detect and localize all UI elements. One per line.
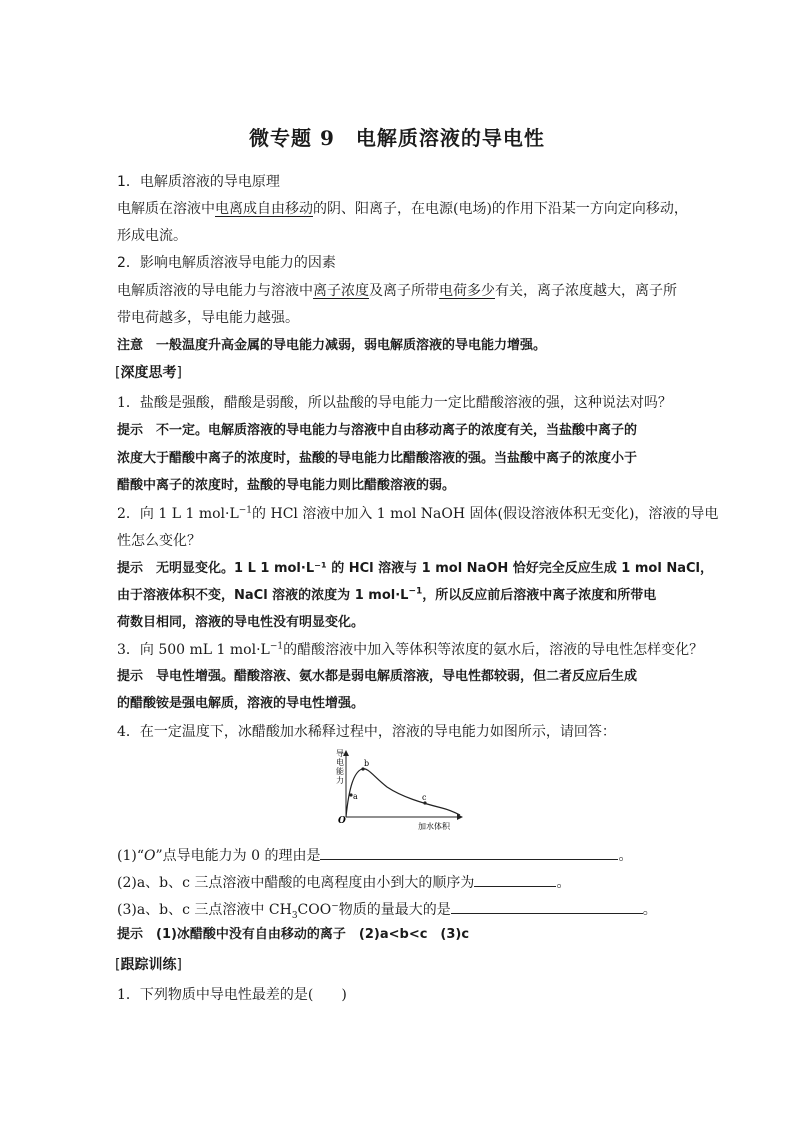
text-span: 电解质在溶液中 [117, 201, 215, 217]
text-span: 的 HCl 溶液中加入 1 mol NaOH 固体(假设溶液体积无变化)，溶液的导电 [252, 506, 719, 522]
text-span: ”点导电能力为 0 的理由是 [155, 848, 321, 864]
subscript: 3 [291, 910, 298, 921]
ylabel-char: 导 [336, 749, 344, 758]
answer-blank[interactable] [320, 845, 618, 860]
section2-heading: 2．影响电解质溶液导电能力的因素 [117, 255, 336, 271]
ylabel-char: 电 [336, 758, 344, 767]
text-span: 。 [618, 848, 633, 864]
conductivity-curve [346, 769, 460, 817]
text-span: (1)“ [117, 848, 144, 864]
superscript: −1 [408, 586, 423, 597]
subquestion-3 [117, 899, 657, 919]
origin-label: O [338, 816, 346, 826]
conductivity-figure [332, 747, 467, 833]
question-3 [117, 641, 703, 659]
bracket-close: ] [176, 365, 182, 381]
question-2-line2: 性怎么变化？ [117, 533, 201, 549]
text-span: 。 [556, 875, 571, 891]
answer-blank[interactable] [474, 872, 556, 887]
deep-thinking-header [115, 364, 182, 382]
text-span: 。 [642, 902, 657, 918]
hint-2-line1: 提示 无明显变化。1 L 1 mol·L⁻¹ 的 HCl 溶液与 1 mol NaOH 恰好完全反应生成 1 mol NaCl， [117, 561, 713, 576]
bracket-open: [ [115, 957, 121, 973]
underlined-term: 电离成自由移动 [215, 201, 313, 217]
hint-2-line3: 荷数目相同，溶液的导电性没有明显变化。 [117, 615, 365, 630]
section2-note: 注意 一般温度升高金属的导电能力减弱，弱电解质溶液的导电能力增强。 [117, 338, 547, 353]
text-span: (2)a、b、c 三点溶液中醋酸的电离程度由小到大的顺序为 [117, 875, 475, 891]
text-span: 2．向 1 L 1 mol·L [117, 506, 239, 522]
superscript: −1 [238, 505, 253, 516]
point-a-label: a [353, 792, 358, 801]
question-4: 4．在一定温度下，冰醋酸加水稀释过程中，溶液的导电能力如图所示，请回答： [117, 724, 616, 740]
follow-up-question-1: 1．下列物质中导电性最差的是( ) [117, 987, 347, 1003]
point-c-label: c [422, 793, 427, 802]
text-span: (3)a、b、c 三点溶液中 CH [117, 902, 292, 918]
superscript: − [331, 901, 339, 912]
text-span: 的阴、阳离子，在电源(电场)的作用下沿某一方向定向移动， [313, 201, 688, 217]
text-span: ，所以反应前后溶液中离子浓度和所带电 [422, 588, 657, 603]
question-2-line1 [117, 505, 718, 523]
subquestion-2 [117, 872, 570, 892]
section1-line2: 形成电流。 [117, 228, 187, 244]
text-span: 有关，离子浓度越大，离子所 [495, 283, 677, 299]
underlined-term: 离子浓度 [313, 283, 369, 299]
section2-line2: 带电荷越多，导电能力越强。 [117, 310, 299, 326]
text-span: O [144, 848, 156, 864]
subquestion-1 [117, 845, 632, 865]
superscript: −1 [269, 641, 284, 652]
section1-heading: 1．电解质溶液的导电原理 [117, 174, 280, 190]
page-title: 微专题 9 电解质溶液的导电性 [249, 126, 545, 150]
point-b-label: b [364, 759, 370, 768]
text-span: 及离子所带 [369, 283, 439, 299]
section1-line1 [117, 200, 688, 218]
hint-1-line1: 提示 不一定。电解质溶液的导电能力与溶液中自由移动离子的浓度有关，当盐酸中离子的 [117, 423, 638, 438]
underlined-term: 电荷多少 [439, 283, 495, 299]
ylabel-char: 能 [336, 767, 344, 776]
text-span: 电解质溶液的导电能力与溶液中 [117, 283, 313, 299]
bracket-open: [ [115, 365, 121, 381]
follow-up-header [115, 956, 182, 974]
section2-line1 [117, 282, 677, 300]
hint-1-line3: 醋酸中离子的浓度时，盐酸的导电能力则比醋酸溶液的弱。 [117, 478, 456, 493]
text-span: 由于溶液体积不变，NaCl 溶液的浓度为 1 mol·L [117, 588, 409, 603]
text-span: 物质的量最大的是 [338, 902, 451, 918]
text-span: 3．向 500 mL 1 mol·L [117, 642, 270, 658]
hint-3-line1: 提示 导电性增强。醋酸溶液、氨水都是弱电解质溶液，导电性都较弱，但二者反应后生成 [117, 669, 638, 684]
text-span: COO [297, 902, 332, 918]
section-label: 跟踪训练 [120, 957, 177, 973]
section-label: 深度思考 [120, 365, 177, 381]
hint-1-line2: 浓度大于醋酸中离子的浓度时，盐酸的导电能力比醋酸溶液的强。当盐酸中离子的浓度小于 [117, 451, 638, 466]
text-span: 的醋酸溶液中加入等体积等浓度的氨水后，溶液的导电性怎样变化？ [283, 642, 704, 658]
answer-blank[interactable] [451, 899, 643, 914]
hint-2-line2 [117, 587, 656, 605]
question-1: 1．盐酸是强酸，醋酸是弱酸，所以盐酸的导电能力一定比醋酸溶液的强，这种说法对吗？ [117, 395, 672, 411]
x-axis-label: 加水体积 [418, 822, 450, 831]
bracket-close: ] [176, 957, 182, 973]
hint-3-line2: 的醋酸铵是强电解质，溶液的导电性增强。 [117, 696, 365, 711]
hint-4: 提示 (1)冰醋酸中没有自由移动的离子 (2)a<b<c (3)c [117, 927, 470, 942]
ylabel-char: 力 [336, 776, 344, 785]
